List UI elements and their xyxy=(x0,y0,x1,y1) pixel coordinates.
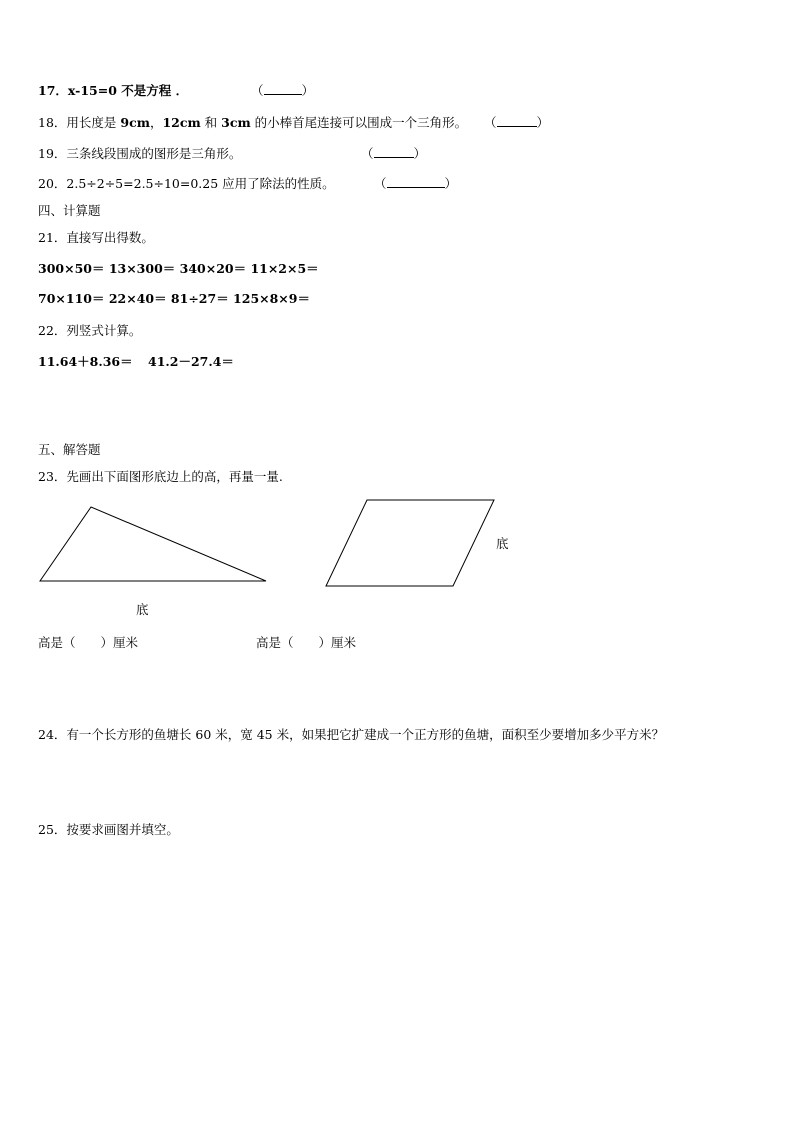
question-number: 17． xyxy=(38,83,68,98)
question-number: 18． xyxy=(38,115,67,130)
question-text: 按要求画图并填空。 xyxy=(66,822,179,837)
calc-row-1: 300×50＝ 13×300＝ 340×20＝ 11×2×5＝ xyxy=(38,261,319,276)
section-heading-4: 四、计算题 xyxy=(38,203,101,218)
section-heading-5: 五、解答题 xyxy=(38,442,101,457)
question-number: 24． xyxy=(38,727,67,742)
answer-blank-17[interactable]: （ ） xyxy=(251,83,315,98)
question-text: x-15=0 不是方程 ． xyxy=(67,83,189,98)
question-text: 列竖式计算。 xyxy=(66,323,142,338)
question-24 xyxy=(38,727,664,743)
question-number: 23． xyxy=(38,469,67,484)
base-label-triangle: 底 xyxy=(136,602,149,617)
question-text: 有一个长方形的鱼塘长 60 米，宽 45 米，如果把它扩建成一个正方形的鱼塘，面积至少要增加多少平方米？ xyxy=(66,727,665,742)
question-number: 21． xyxy=(38,230,67,245)
question-number: 20． xyxy=(38,176,67,191)
vertical-calc-a: 11.64＋8.36＝ xyxy=(38,354,133,369)
question-text: 先画出下面图形底边上的高，再量一量. xyxy=(66,469,283,484)
triangle-figure[interactable] xyxy=(40,507,266,581)
height-answer-parallelogram[interactable]: 高是（ ）厘米 xyxy=(256,635,357,650)
parallelogram-figure[interactable] xyxy=(326,500,494,586)
calc-row-2: 70×110＝ 22×40＝ 81÷27＝ 125×8×9＝ xyxy=(38,291,310,306)
question-18: 18．用长度是 9cm，12cm 和 3cm 的小棒首尾连接可以围成一个三角形。 xyxy=(38,115,468,130)
question-number: 25． xyxy=(38,822,67,837)
answer-blank-20[interactable]: （ ） xyxy=(374,176,458,191)
question-text: 三条线段围成的图形是三角形。 xyxy=(66,146,242,161)
vertical-calc-b: 41.2－27.4＝ xyxy=(148,354,234,369)
answer-blank-18[interactable]: （ ） xyxy=(484,115,550,130)
answer-blank-19[interactable]: （ ） xyxy=(361,146,427,161)
question-text: 直接写出得数。 xyxy=(66,230,154,245)
question-25 xyxy=(38,822,179,838)
question-text: 2.5÷2÷5=2.5÷10=0.25 应用了除法的性质。 xyxy=(66,176,335,191)
height-answer-triangle[interactable]: 高是（ ）厘米 xyxy=(38,635,139,650)
question-number: 22． xyxy=(38,323,67,338)
base-label-parallelogram: 底 xyxy=(496,536,509,551)
question-number: 19． xyxy=(38,146,67,161)
